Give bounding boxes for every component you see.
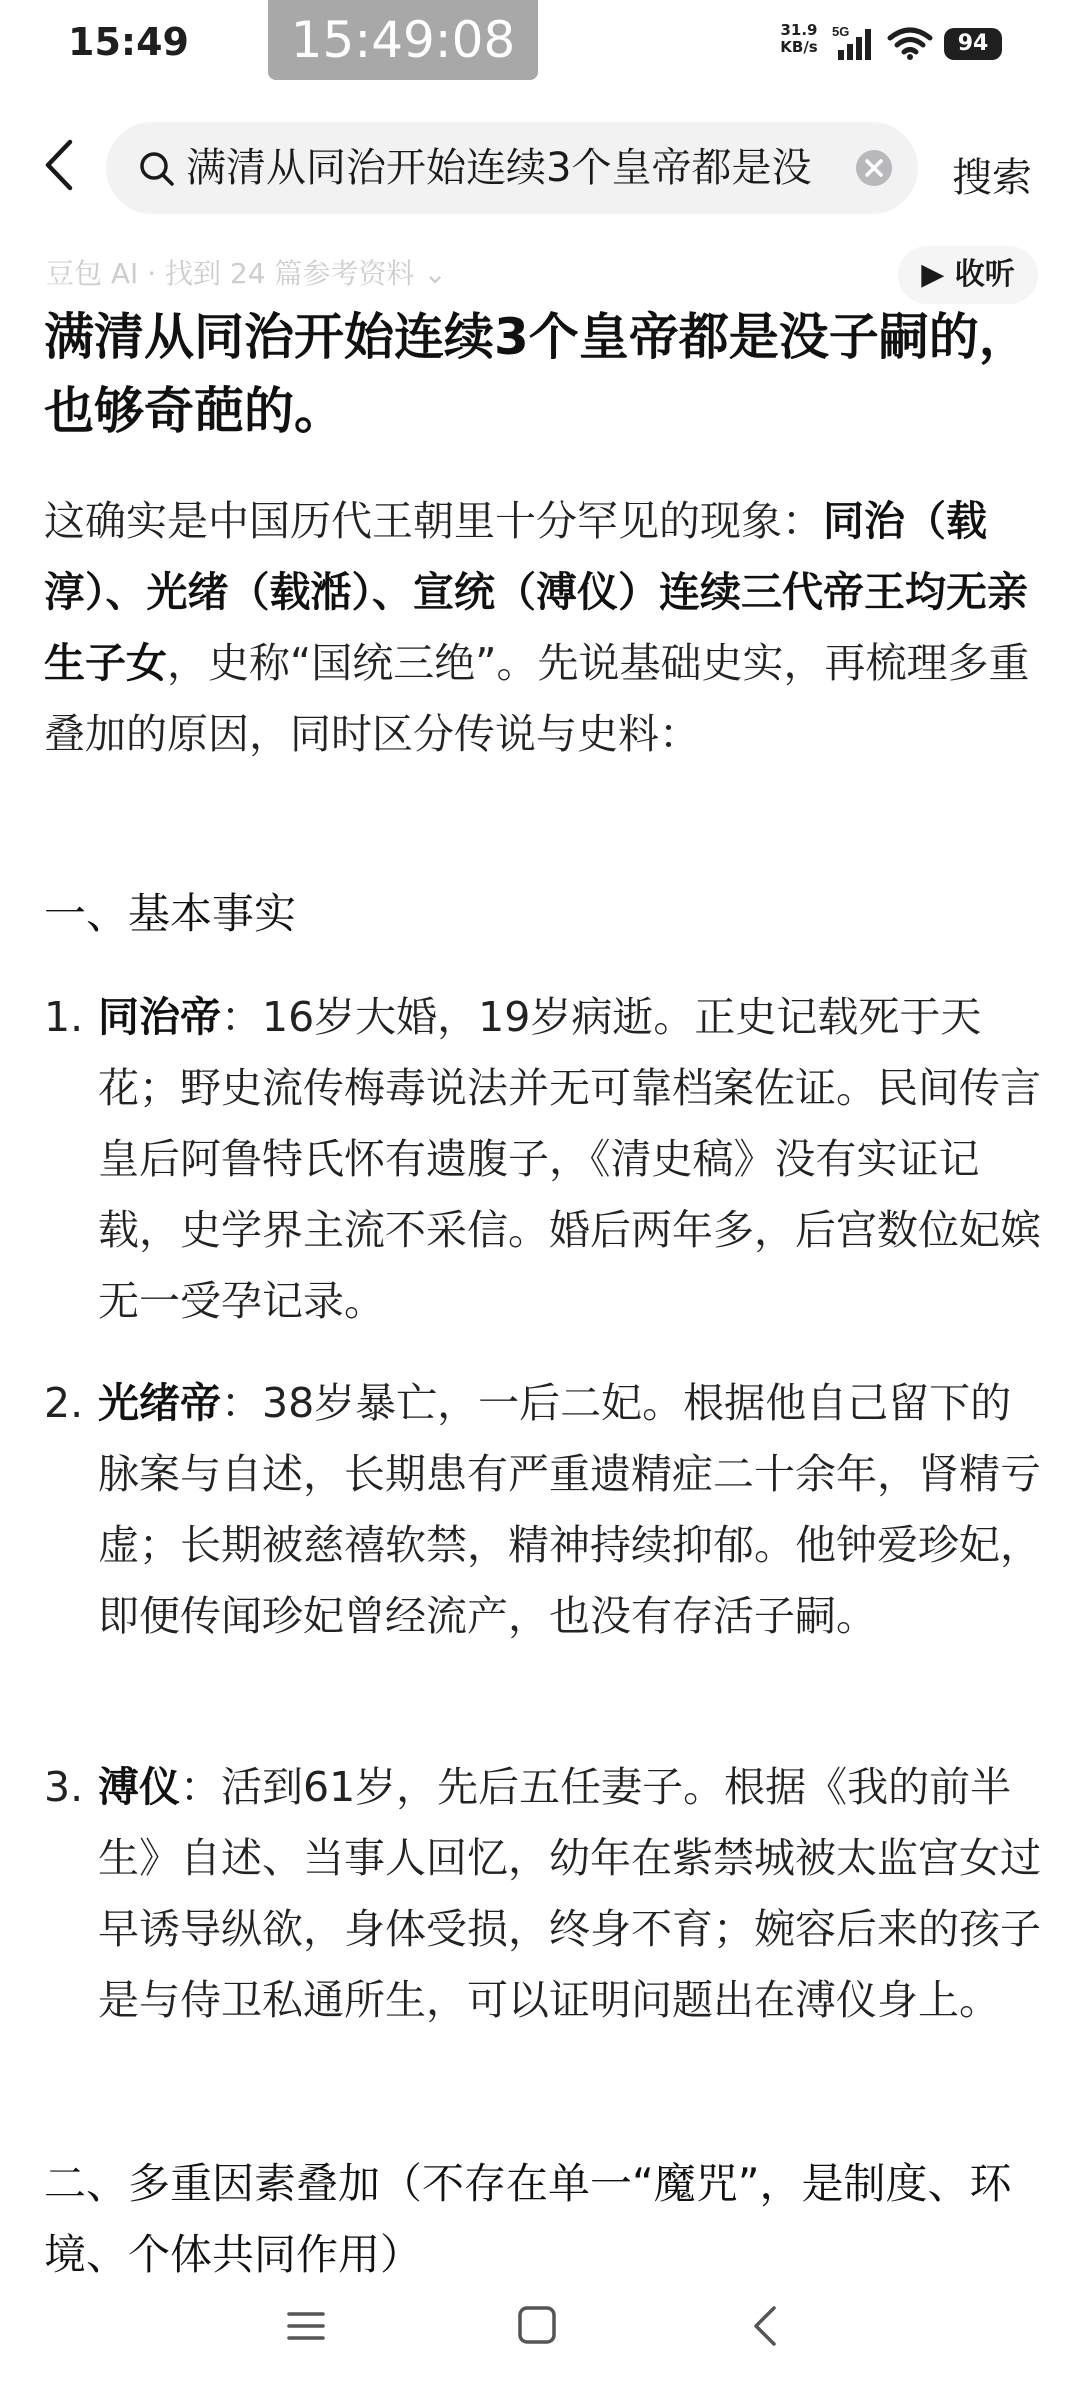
listen-label: 收听 bbox=[954, 257, 1015, 292]
list-item bbox=[44, 1368, 1044, 1652]
signal-icon bbox=[834, 24, 878, 62]
section-heading-2: 二、多重因素叠加（不存在单一“魔咒”，是制度、环境、个体共同作用） bbox=[44, 2159, 1012, 2279]
network-type-label: 5G bbox=[832, 24, 850, 39]
listen-button[interactable] bbox=[898, 246, 1038, 304]
search-button[interactable]: 搜索 bbox=[952, 155, 1032, 201]
list-item-text: ：16岁大婚，19岁病逝。正史记载死于天花；野史流传梅毒说法并无可靠档案佐证。民间传言皇后阿鲁特氏怀有遗腹子，《清史稿》没有实证记载，史学界主流不采信。婚后两年多，后宫数位妃嫔无一受孕记录。 bbox=[98, 993, 1041, 1325]
menu-icon[interactable] bbox=[286, 2306, 326, 2346]
back-arrow-icon[interactable] bbox=[34, 138, 88, 192]
nav-back-icon[interactable] bbox=[748, 2304, 782, 2348]
chevron-down-icon: ⌄ bbox=[423, 257, 447, 290]
intro-suffix: ，史称“国统三绝”。先说基础史实，再梳理多重叠加的原因，同时区分传说与史料： bbox=[44, 639, 1030, 758]
list-item-title: 同治帝 bbox=[98, 993, 221, 1041]
list-number: 1. bbox=[44, 993, 84, 1041]
sources-text: 豆包 AI · 找到 24 篇参考资料 bbox=[46, 257, 415, 290]
list-number: 3. bbox=[44, 1763, 84, 1811]
list-number: 2. bbox=[44, 1379, 84, 1427]
status-bar bbox=[0, 0, 1080, 92]
search-icon bbox=[138, 150, 176, 188]
list-item bbox=[44, 1752, 1044, 2036]
list-item-text: ：活到61岁，先后五任妻子。根据《我的前半生》自述、当事人回忆，幼年在紫禁城被太监宫女过早诱导纵欲，身体受损，终身不育；婉容后来的孩子是与侍卫私通所生，可以证明问题出在溥仪身上。 bbox=[98, 1763, 1041, 2024]
list-item-title: 溥仪 bbox=[98, 1763, 180, 1811]
question-title: 满清从同治开始连续3个皇帝都是没子嗣的，也够奇葩的。 bbox=[44, 308, 1029, 440]
wifi-icon bbox=[886, 26, 934, 62]
intro-prefix: 这确实是中国历代王朝里十分罕见的现象： bbox=[44, 497, 823, 545]
answer-intro bbox=[44, 486, 1044, 770]
screenshot-time-overlay: 15:49:08 bbox=[268, 0, 538, 80]
list-item-text: ：38岁暴亡，一后二妃。根据他自己留下的脉案与自述，长期患有严重遗精症二十余年，肾精亏虚；长期被慈禧软禁，精神持续抑郁。他钟爱珍妃，即便传闻珍妃曾经流产，也没有存活子嗣。 bbox=[98, 1379, 1041, 1640]
system-nav-bar bbox=[0, 2286, 1080, 2386]
sources-summary[interactable] bbox=[46, 252, 447, 296]
search-header bbox=[0, 108, 1080, 224]
section-heading-1: 一、基本事实 bbox=[44, 889, 297, 938]
network-speed-unit: KB/s bbox=[780, 38, 818, 56]
play-icon: ▶ bbox=[921, 257, 945, 292]
list-item-title: 光绪帝 bbox=[98, 1379, 221, 1427]
search-input[interactable] bbox=[106, 122, 918, 214]
network-speed bbox=[776, 22, 822, 56]
list-item bbox=[44, 982, 1044, 1337]
home-icon[interactable] bbox=[516, 2304, 558, 2346]
status-time: 15:49 bbox=[68, 20, 189, 64]
intro-bold: 同治（载淳）、光绪（载湉）、宣统（溥仪）连续三代帝王均无亲生子女 bbox=[44, 497, 1028, 687]
battery-indicator: 94 bbox=[944, 28, 1002, 60]
search-query-text[interactable]: 满清从同治开始连续3个皇帝都是没 bbox=[186, 145, 812, 191]
clear-icon[interactable] bbox=[854, 148, 894, 188]
network-speed-value: 31.9 bbox=[780, 21, 818, 39]
